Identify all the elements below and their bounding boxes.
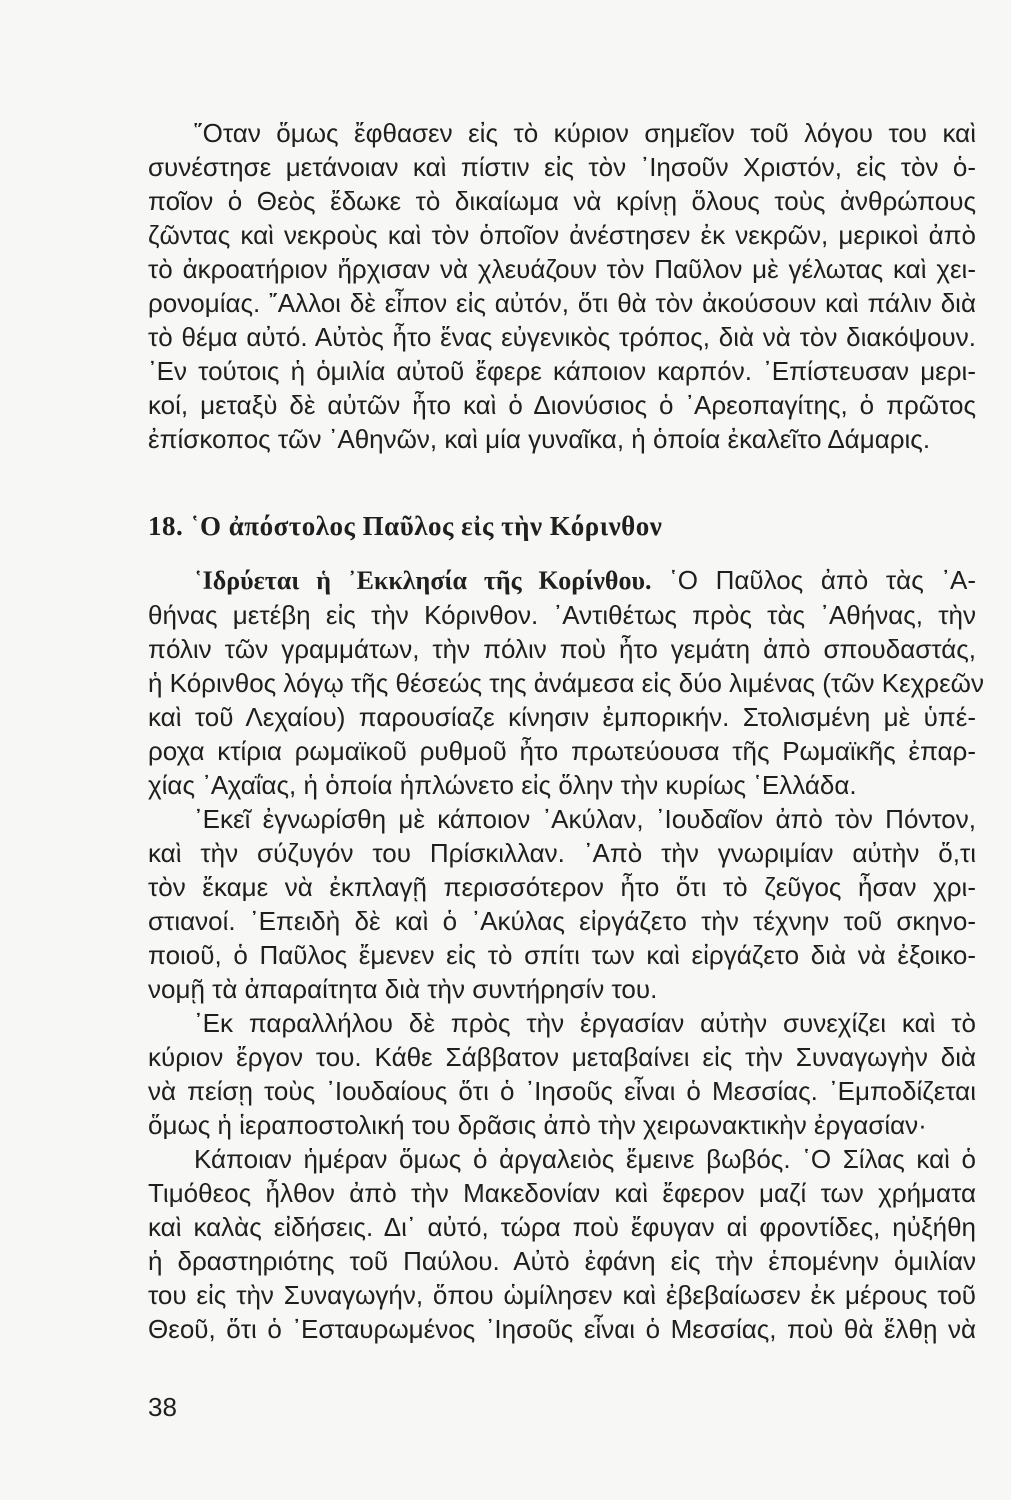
text-line: ᾿Εκεῖ ἐγνωρίσθη μὲ κάποιον ᾿Ακύλαν, ᾿Ιουδαῖον ἀπὸ τὸν Πόντον, — [194, 804, 976, 834]
text-line: καὶ τὴν σύζυγόν του Πρίσκιλλαν. ᾿Απὸ τὴν γνωριμίαν αὐτὴν ὅ,τι — [148, 838, 976, 868]
text-line: χίας ᾿Αχαΐας, ἡ ὁποία ἡπλώνετο εἰς ὅλην τὴν κυρίως ῾Ελλάδα. — [148, 770, 857, 800]
subheading-continuation: ῾Ο Παῦλος ἀπὸ τὰς ᾿Α- — [651, 565, 977, 595]
text-line: Κάποιαν ἡμέραν ὅμως ὁ ἀργαλειὸς ἔμεινε βωβός. ῾Ο Σίλας καὶ ὁ — [194, 1144, 976, 1174]
text-line: ἐπίσκοπος τῶν ᾿Αθηνῶν, καὶ μία γυναῖκα, ἡ ὁποία ἐκαλεῖτο Δάμαρις. — [148, 424, 931, 454]
text-line: ὅμως ἡ ἱεραποστολική του δρᾶσις ἀπὸ τὴν χειρωνακτικὴν ἐργασίαν· — [148, 1110, 927, 1140]
text-line: τὸ θέμα αὐτό. Αὐτὸς ἦτο ἕνας εὐγενικὸς τρόπος, διὰ νὰ τὸν διακόψουν. — [148, 322, 976, 352]
text-line: στιανοί. ᾿Επειδὴ δὲ καὶ ὁ ᾿Ακύλας εἰργάζετο τὴν τέχνην τοῦ σκηνο- — [148, 906, 976, 936]
text-line: νὰ πείσῃ τοὺς ᾿Ιουδαίους ὅτι ὁ ᾿Ιησοῦς εἶναι ὁ Μεσσίας. ᾿Εμποδίζεται — [148, 1076, 976, 1106]
text-line: πόλιν τῶν γραμμάτων, τὴν πόλιν ποὺ ἦτο γεμάτη ἀπὸ σπουδαστάς, — [148, 634, 976, 664]
text-line: ᾿Εκ παραλλήλου δὲ πρὸς τὴν ἐργασίαν αὐτὴν συνεχίζει καὶ τὸ — [194, 1008, 976, 1038]
text-line: θήνας μετέβη εἰς τὴν Κόρινθον. ᾿Αντιθέτως πρὸς τὰς ᾿Αθήνας, τὴν — [148, 600, 976, 630]
text-line: τὸ ἀκροατήριον ἤρχισαν νὰ χλευάζουν τὸν Παῦλον μὲ γέλωτας καὶ χει- — [148, 254, 976, 284]
paragraph-areopagus-ending — [148, 116, 976, 456]
text-line: ροχα κτίρια ρωμαϊκοῦ ρυθμοῦ ἦτο πρωτεύουσα τῆς Ρωμαϊκῆς ἐπαρ- — [148, 736, 976, 766]
text-line: ᾿Εν τούτοις ἡ ὁμιλία αὐτοῦ ἔφερε κάποιον καρπόν. ᾿Επίστευσαν μερι- — [148, 356, 976, 386]
text-line: συνέστησε μετάνοιαν καὶ πίστιν εἰς τὸν ᾿Ιησοῦν Χριστόν, εἰς τὸν ὁ- — [148, 152, 976, 182]
page-number: 38 — [148, 1392, 177, 1422]
text-line: ζῶντας καὶ νεκροὺς καὶ τὸν ὁποῖον ἀνέστησεν ἐκ νεκρῶν, μερικοὶ ἀπὸ — [148, 220, 976, 250]
text-line — [148, 563, 976, 598]
text-line: καὶ τοῦ Λεχαίου) παρουσίαζε κίνησιν ἐμπορικήν. Στολισμένη μὲ ὑπέ- — [148, 702, 976, 732]
text-line: ἡ Κόρινθος λόγῳ τῆς θέσεώς της ἀνάμεσα εἰς δύο λιμένας (τῶν Κεχρεῶν — [148, 668, 984, 698]
text-line: ρονομίας. ῎Αλλοι δὲ εἶπον εἰς αὐτόν, ὅτι θὰ τὸν ἀκούσουν καὶ πάλιν διὰ — [148, 288, 976, 318]
text-line: ἡ δραστηριότης τοῦ Παύλου. Αὐτὸ ἐφάνη εἰς τὴν ἑπομένην ὁμιλίαν — [148, 1246, 976, 1276]
text-line: κύριον ἔργον του. Κάθε Σάββατον μεταβαίνει εἰς τὴν Συναγωγὴν διὰ — [148, 1042, 976, 1072]
text-line: τὸν ἔκαμε νὰ ἐκπλαγῇ περισσότερον ἦτο ὅτι τὸ ζεῦγος ἦσαν χρι- — [148, 872, 976, 902]
text-line: καὶ καλὰς εἰδήσεις. Δι᾿ αὐτό, τώρα ποὺ ἔφυγαν αἱ φροντίδες, ηὐξήθη — [148, 1212, 976, 1242]
text-line: ποῖον ὁ Θεὸς ἔδωκε τὸ δικαίωμα νὰ κρίνῃ ὅλους τοὺς ἀνθρώπους — [148, 186, 976, 216]
text-line: ῞Οταν ὅμως ἔφθασεν εἰς τὸ κύριον σημεῖον τοῦ λόγου του καὶ — [194, 118, 976, 148]
text-line: Τιμόθεος ἦλθον ἀπὸ τὴν Μακεδονίαν καὶ ἔφερον μαζί των χρήματα — [148, 1178, 976, 1208]
text-line: κοί, μεταξὺ δὲ αὐτῶν ἦτο καὶ ὁ Διονύσιος ὁ ᾿Αρεοπαγίτης, ὁ πρῶτος — [148, 390, 976, 420]
text-line: νομῇ τὰ ἀπαραίτητα διὰ τὴν συντήρησίν του. — [148, 974, 658, 1004]
subheading: ῾Ιδρύεται ἡ ᾿Εκκλησία τῆς Κορίνθου. — [194, 566, 652, 595]
text-line: ποιοῦ, ὁ Παῦλος ἔμενεν εἰς τὸ σπίτι των καὶ εἰργάζετο διὰ νὰ ἐξοικο- — [148, 940, 976, 970]
section-corinth-body — [148, 563, 984, 1346]
text-line: Θεοῦ, ὅτι ὁ ᾿Εσταυρωμένος ᾿Ιησοῦς εἶναι ὁ Μεσσίας, ποὺ θὰ ἔλθῃ νὰ — [148, 1314, 976, 1344]
text-line: του εἰς τὴν Συναγωγήν, ὅπου ὡμίλησεν καὶ ἐβεβαίωσεν ἐκ μέρους τοῦ — [148, 1280, 976, 1310]
section-heading: 18. ῾Ο ἀπόστολος Παῦλος εἰς τὴν Κόρινθον — [148, 511, 663, 541]
